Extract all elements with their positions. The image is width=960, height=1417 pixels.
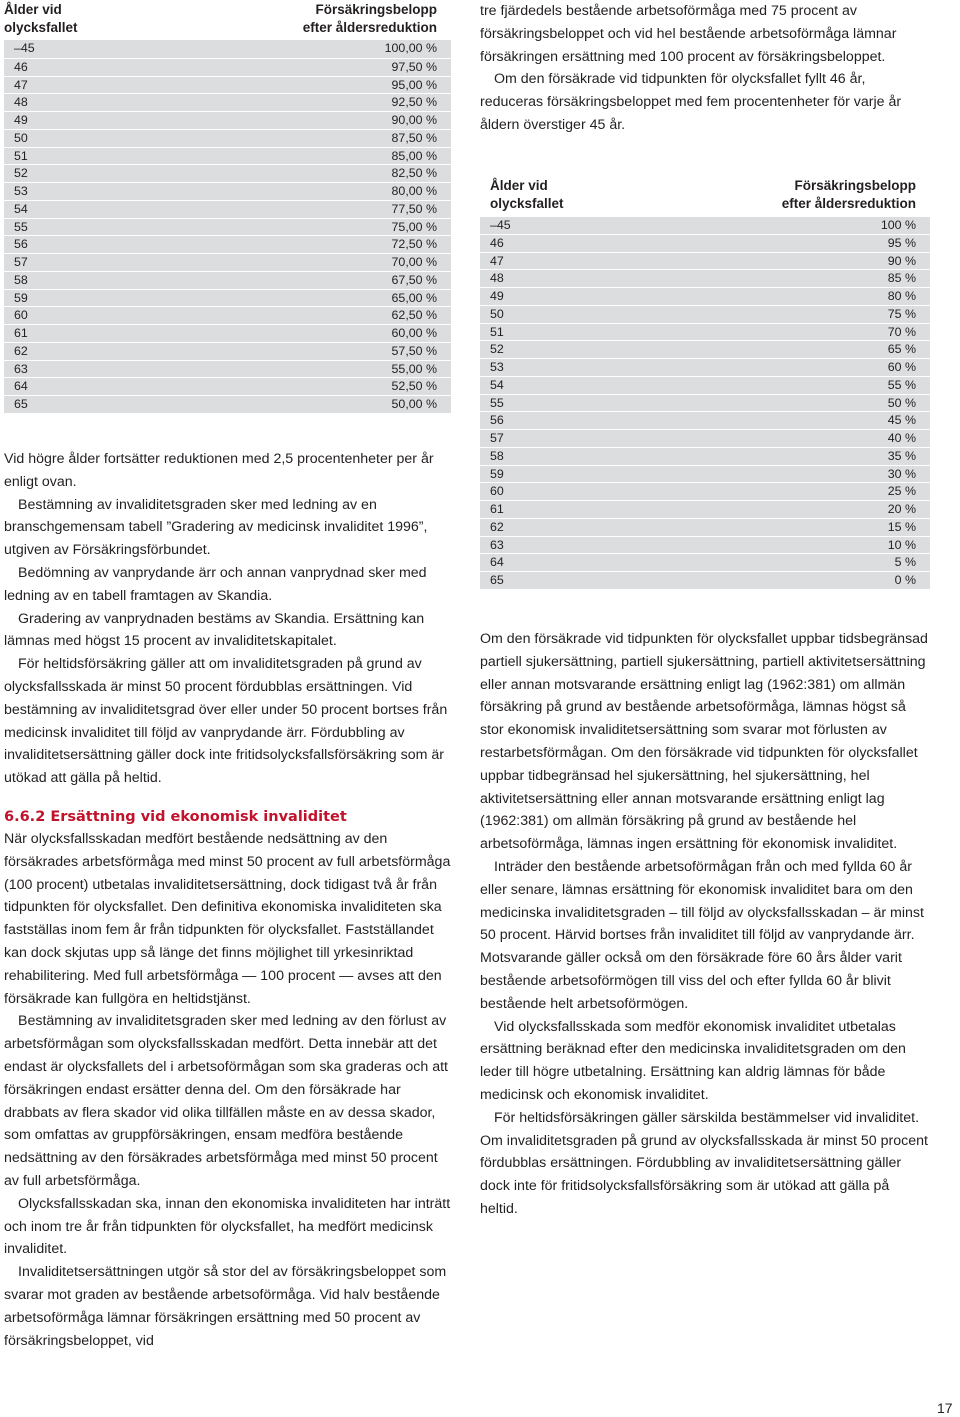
- paragraph: Vid högre ålder fortsätter reduktionen med 2,5 procentenheter per år enligt ovan.: [4, 451, 434, 490]
- table-row: [4, 58, 451, 76]
- amount-cell: 87,50 %: [391, 130, 437, 145]
- age-cell: 60: [14, 308, 28, 323]
- age-cell: 62: [14, 343, 28, 358]
- amount-cell: 82,50 %: [391, 166, 437, 181]
- amount-cell: 50,00 %: [391, 397, 437, 411]
- table-row: [480, 234, 930, 252]
- paragraph: Olycksfallsskadan ska, innan den ekonomiska invaliditeten har inträtt och inom tre år från tidpunkten för olycksfallet, ha medfört medicinsk invaliditet.: [4, 1195, 451, 1258]
- table-row: [480, 553, 930, 571]
- age-cell: 62: [490, 519, 504, 534]
- amount-cell: 75 %: [887, 306, 916, 321]
- paragraph: Vid olycksfallsskada som medför ekonomisk invaliditet utbetalas ersättning beräknad efter den medicinska invaliditetsgraden om den leder till högre utbetalning. Ersättning kan aldrig lämnas för både medicinsk och ekonomisk invaliditet.: [480, 1018, 906, 1103]
- amount-cell: 10 %: [887, 537, 916, 552]
- amount-cell: 65,00 %: [391, 290, 437, 305]
- table-row: [480, 482, 930, 500]
- right-text-block-top: [480, 0, 931, 137]
- amount-cell: 55,00 %: [391, 361, 437, 376]
- table-row: [480, 429, 930, 447]
- age-cell: 57: [14, 255, 28, 269]
- age-cell: 48: [490, 271, 504, 286]
- age-cell: 60: [490, 484, 504, 499]
- table-row: [480, 323, 930, 341]
- table-row: [4, 395, 451, 413]
- right-text-block-bottom: [480, 628, 931, 1221]
- table-row: [4, 324, 451, 342]
- age-cell: 47: [14, 77, 28, 92]
- table-row: [4, 147, 451, 165]
- left-column: [4, 0, 451, 1349]
- table-row: [4, 76, 451, 94]
- amount-cell: 40 %: [887, 431, 916, 445]
- age-reduction-table-percent: [480, 176, 930, 589]
- amount-cell: 80,00 %: [391, 184, 437, 198]
- age-cell: 56: [490, 413, 504, 428]
- amount-cell: 0 %: [894, 573, 916, 587]
- amount-cell: 75,00 %: [391, 219, 437, 234]
- age-cell: –45: [490, 218, 511, 232]
- amount-cell: 60 %: [887, 360, 916, 374]
- table-row: [4, 164, 451, 182]
- age-cell: 63: [490, 537, 504, 552]
- paragraph: Om den försäkrade vid tidpunkten för olycksfallet fyllt 46 år, reduceras försäkringsbeloppet med fem procentenheter för varje år åldern överstiger 45 år.: [480, 71, 902, 133]
- amount-cell: 52,50 %: [391, 379, 437, 394]
- age-reduction-table-percent-decimal: [4, 0, 451, 413]
- table-row: [480, 518, 930, 536]
- paragraph: tre fjärdedels bestående arbetsoförmåga med 75 procent av försäkringsbeloppet och vid hel bestående arbetsoförmåga lämnar försäkringen ersättning med 100 procent av försäkringsbeloppet.: [480, 3, 897, 65]
- age-cell: 51: [490, 324, 504, 339]
- amount-cell: 25 %: [887, 484, 916, 499]
- table-row: [4, 377, 451, 395]
- table-row: [480, 571, 930, 589]
- table-row: [4, 111, 451, 129]
- amount-cell: 62,50 %: [391, 308, 437, 323]
- amount-cell: 100,00 %: [384, 41, 437, 55]
- amount-cell: 55 %: [887, 377, 916, 392]
- age-cell: 52: [490, 342, 504, 357]
- section-economic-invalidity: [4, 806, 451, 1352]
- table-header: [4, 0, 451, 40]
- table-row: [4, 306, 451, 324]
- table-row: [480, 358, 930, 376]
- amount-cell: 97,50 %: [391, 59, 437, 74]
- age-cell: 65: [490, 573, 504, 587]
- paragraph: Invaliditetsersättningen utgör så stor del av försäkringsbeloppet som svarar mot graden av bestående arbetsoförmåga. Vid halv bestående arbetsoförmåga lämnar försäkringen ersättning med 50 procent av försäkringsbeloppet, vid: [4, 1264, 447, 1349]
- table-row: [480, 411, 930, 429]
- table-row: [4, 253, 451, 271]
- paragraph: För heltidsförsäkring gäller att om invaliditetsgraden på grund av olycksfallsskada är minst 50 procent fördubblas ersättningen. Vid bestämning av invaliditetsgrad över eller under 50 procent bortses från medicinsk invaliditet till följd av vanprydande ärr. Fördubbling av invaliditetsersättning gäller dock inte fritidsolycksfallsförsäkring som är utökad att gälla på heltid.: [4, 656, 448, 787]
- age-cell: 54: [14, 201, 28, 216]
- age-cell: 55: [490, 395, 504, 410]
- age-cell: 64: [490, 555, 504, 570]
- amount-cell: 95 %: [887, 235, 916, 250]
- age-cell: 46: [490, 235, 504, 250]
- age-cell: 50: [490, 306, 504, 321]
- amount-cell: 67,50 %: [391, 272, 437, 287]
- table-row: [480, 252, 930, 270]
- age-cell: 49: [14, 113, 28, 127]
- paragraph: Bedömning av vanprydande ärr och annan vanprydnad sker med ledning av en tabell framtagen av Skandia.: [4, 564, 427, 604]
- age-cell: 59: [490, 466, 504, 481]
- table-row: [4, 218, 451, 236]
- age-cell: 53: [490, 360, 504, 374]
- age-cell: 53: [14, 184, 28, 198]
- paragraph: För heltidsförsäkringen gäller särskilda bestämmelser vid invaliditet. Om invaliditetsgraden på grund av olycksfallsskada är minst 50 procent fördubblas ersättningen. Fördubbling av invaliditetsersättning gäller dock inte för fritidsolycksfallsförsäkring som är utökad att gälla på heltid.: [480, 1109, 928, 1217]
- table-row: [480, 269, 930, 287]
- amount-cell: 70 %: [887, 324, 916, 339]
- age-cell: 47: [490, 253, 504, 268]
- left-text-block: [4, 448, 451, 790]
- paragraph: Bestämning av invaliditetsgraden sker med ledning av den förlust av arbetsförmågan som olycksfallsskadan medfört. Detta innebär att det endast är olycksfallets del i arbetsoförmågan som ska graderas och att försäkringen endast ersätter denna del. Om den försäkrade har drabbats av flera skador vid olika tillfällen måste en av dessa skador, som omfattas av gruppförsäkringen, ensam medföra bestående nedsättning av den försäkrades arbetsförmåga med minst 50 procent av full arbetsförmåga.: [4, 1013, 448, 1189]
- table-row: [4, 40, 451, 58]
- table-row: [4, 342, 451, 360]
- age-cell: 58: [490, 448, 504, 463]
- age-cell: 57: [490, 431, 504, 445]
- age-cell: 65: [14, 397, 28, 411]
- age-cell: 54: [490, 377, 504, 392]
- age-cell: 61: [14, 326, 28, 340]
- amount-cell: 85 %: [887, 271, 916, 286]
- table-row: [4, 289, 451, 307]
- table-row: [480, 394, 930, 412]
- age-cell: 50: [14, 130, 28, 145]
- amount-cell: 5 %: [894, 555, 916, 570]
- table-row: [4, 182, 451, 200]
- paragraph: När olycksfallsskadan medfört bestående nedsättning av den försäkrades arbetsförmåga med minst 50 procent av full arbetsförmåga (100 procent) utbetalas invaliditetsersättning, dock tidigast två år från tidpunkten för olycksfallet. Den definitiva ekonomiska invaliditeten ska fastställas inom fem år från tidpunkten för olycksfallet. Fastställandet kan dock skjutas upp så länge det finns möjlighet till yrkesinriktad rehabilitering. Med full arbetsförmåga — 100 procent — avses att den försäkrade kan fullgöra en heltidstjänst.: [4, 831, 451, 1007]
- paragraph: Bestämning av invaliditetsgraden sker med ledning av en branschgemensam tabell ”Gradering av medicinsk invaliditet 1996”, utgiven av Försäkringsförbundet.: [4, 496, 428, 559]
- header-age: Ålder vid olycksfallet: [490, 178, 564, 211]
- amount-cell: 60,00 %: [391, 326, 437, 340]
- amount-cell: 85,00 %: [391, 148, 437, 163]
- table-row: [480, 447, 930, 465]
- amount-cell: 92,50 %: [391, 95, 437, 110]
- table-row: [4, 200, 451, 218]
- table-row: [480, 376, 930, 394]
- amount-cell: 65 %: [887, 342, 916, 357]
- age-cell: 58: [14, 272, 28, 287]
- table-row: [4, 129, 451, 147]
- amount-cell: 70,00 %: [391, 255, 437, 269]
- age-cell: 63: [14, 361, 28, 376]
- table-row: [480, 465, 930, 483]
- age-cell: 48: [14, 95, 28, 110]
- age-cell: 59: [14, 290, 28, 305]
- age-cell: –45: [14, 41, 35, 55]
- amount-cell: 30 %: [887, 466, 916, 481]
- paragraph: Om den försäkrade vid tidpunkten för olycksfallet uppbar tidsbegränsad partiell sjukersättning, partiell sjukersättning, partiell aktivitetsersättning eller annan motsvarande ersättning enligt lag (1962:381) om allmän försäkring på grund av bestående arbetsoförmåga, lämnas högst så stor ekonomisk invaliditetsersättning som svarar mot förlusten av restarbetsförmågan. Om den försäkrade vid tidpunkten för olycksfallet uppbar tidbegränsad hel sjukersättning, hel sjukersättning, hel aktivitetsersättning eller annan motsvarande ersättning enligt lag (1962:381) om allmän försäkring på grund av bestående hel arbetsoförmåga, lämnas ingen ersättning för ekonomisk invaliditet.: [480, 631, 928, 853]
- table-row: [480, 500, 930, 518]
- age-cell: 52: [14, 166, 28, 181]
- header-amount: Försäkringsbelopp efter åldersreduktion: [302, 2, 437, 35]
- table-row: [480, 216, 930, 234]
- age-cell: 56: [14, 237, 28, 252]
- table-row: [480, 536, 930, 554]
- age-cell: 49: [490, 289, 504, 303]
- table-row: [480, 340, 930, 358]
- table-row: [4, 235, 451, 253]
- header-age: Ålder vid olycksfallet: [4, 2, 78, 35]
- amount-cell: 100 %: [880, 218, 916, 232]
- paragraph: Inträder den bestående arbetsoförmågan från och med fyllda 60 år eller senare, lämnas ersättning för ekonomisk invaliditet bara om den medicinska invaliditetsgraden – till följd av olycksfallsskadan – är minst 50 procent. Härvid bortses från invaliditet till följd av vanprydande ärr. Motsvarande gäller också om den försäkrade före 60 års ålder varit bestående arbetsoförmögen till viss del och efter fyllda 60 år blivit bestående helt arbetsoförmögen.: [480, 858, 924, 1012]
- age-cell: 64: [14, 379, 28, 394]
- amount-cell: 72,50 %: [391, 237, 437, 252]
- header-amount: Försäkringsbelopp efter åldersreduktion: [781, 178, 916, 211]
- age-cell: 55: [14, 219, 28, 234]
- amount-cell: 35 %: [887, 448, 916, 463]
- table-row: [4, 271, 451, 289]
- table-row: [4, 360, 451, 378]
- table-row: [480, 287, 930, 305]
- table-header: [480, 176, 930, 216]
- table-row: [480, 305, 930, 323]
- page-number: 17: [937, 1400, 953, 1416]
- amount-cell: 95,00 %: [391, 77, 437, 92]
- section-heading: 6.6.2 Ersättning vid ekonomisk invaliditet: [4, 809, 347, 825]
- amount-cell: 50 %: [887, 395, 916, 410]
- amount-cell: 77,50 %: [391, 201, 437, 216]
- age-cell: 61: [490, 502, 504, 516]
- amount-cell: 90,00 %: [391, 113, 437, 127]
- age-cell: 51: [14, 148, 28, 163]
- amount-cell: 15 %: [887, 519, 916, 534]
- table-row: [4, 93, 451, 111]
- table-body: [4, 40, 451, 413]
- amount-cell: 45 %: [887, 413, 916, 428]
- table-body: [480, 216, 930, 589]
- paragraph: Gradering av vanprydnaden bestäms av Skandia. Ersättning kan lämnas med högst 15 procent av invaliditetskapitalet.: [4, 610, 425, 650]
- amount-cell: 80 %: [887, 289, 916, 303]
- amount-cell: 57,50 %: [391, 343, 437, 358]
- age-cell: 46: [14, 59, 28, 74]
- amount-cell: 20 %: [887, 502, 916, 516]
- amount-cell: 90 %: [887, 253, 916, 268]
